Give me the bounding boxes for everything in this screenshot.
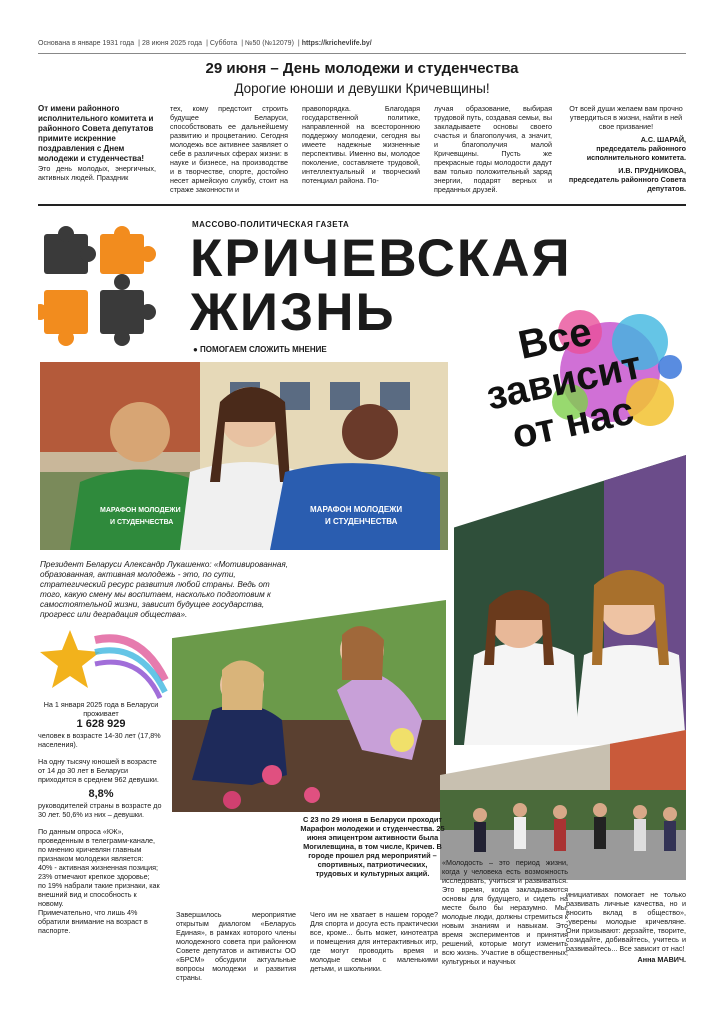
greeting-column-2: тех, кому предстоит строить будущее Беларуси, способствовать ее дальнейшему развитию и процветанию. Сегодня молодежь все активнее заявляет о себе в различных сферах жизни: в науке и бизнесе, на производстве и в творчестве, спорте, достойно несет армейскую службу, стоит на страже законности и	[170, 104, 288, 194]
photo-school-girls	[454, 455, 686, 745]
marathon-caption: С 23 по 29 июня в Беларуси проходит Марафон молодежи и студенчества. 25 июня эпицентром активности была Могилевщина, в том числе, Кричев. В городе прошел ряд мероприятий – спортивных, патриотических, трудовых и культурных акций.	[300, 815, 445, 878]
greeting-text-1: Это день молодых, энергичных, активных людей. Праздник	[38, 164, 156, 182]
stat-4: По данным опроса «КЖ», проведенным в телеграмм-канале, по мнению кричевлян главным признаком молодежи является:	[38, 827, 156, 863]
greeting-wish: От всей души желаем вам прочно утвердиться в жизни, найти в ней свое призвание!	[569, 104, 683, 131]
stat-2: На одну тысячу юношей в возрасте от 14 до 30 лет в Беларуси приходится в среднем 962 девушки.	[38, 757, 159, 784]
page-subhead: Дорогие юноши и девушки Кричевщины!	[234, 81, 490, 96]
stat-1-lead: На 1 января 2025 года в Беларуси проживает	[43, 700, 159, 718]
signature-1-name: А.С. ШАРАЙ,	[640, 135, 686, 144]
issue-day: Суббота	[209, 40, 238, 47]
svg-text:МАРАФОН МОЛОДЕЖИ: МАРАФОН МОЛОДЕЖИ	[310, 505, 403, 514]
issue-number: №50 (№12079)	[245, 40, 294, 47]
stat-4d: Примечательно, что лишь 4% обратили внимание на возраст в паспорте.	[38, 908, 148, 935]
site-link[interactable]: https://krichevlife.by/	[301, 40, 372, 47]
signature-1-role: председатель районного исполнительного комитета.	[586, 144, 686, 162]
stat-4b: 23% отмечают крепкое здоровье;	[38, 872, 150, 881]
signature-2-role: председатель районного Совета депутатов.	[568, 175, 686, 193]
article-column-4-text: инициативах помогает не только развивать личные качества, но и вносить вклад в общество», -уверены молодые кричевляне. Они призывают: дерзайте, творите, созидайте, добивайтесь, учитесь и развивайтесь... Все зависит от нас!	[566, 890, 686, 953]
page-headline: 29 июня – День молодежи и студенчества	[205, 60, 519, 77]
stat-4c: по 19% набрали такие признаки, как внешний вид и способность к новому.	[38, 881, 160, 908]
header-divider	[38, 53, 686, 54]
article-column-1: Завершилось мероприятие открытым диалогом «Беларусь Единая», в рамках которого члены молодежного совета при районном Совете депутатов и активисты ОО «БРСМ» обсудили актуальные вопросы молодежи и развития страны.	[176, 910, 296, 982]
stat-1-value: 1 628 929	[76, 718, 126, 730]
article-column-3: «Молодость – это период жизни, когда у человека есть возможность исследовать, учиться и развиваться. Это время, когда закладываются основы для будущего, и сидеть на месте было бы неразумно. Мы, молодые люди, должны стремиться к новым знаниям и навыкам. Это время экспериментов и принятия решений, которые могут изменить всю жизнь. Участие в общественных, культурных и научных	[442, 858, 568, 966]
article-column-4	[566, 890, 686, 1014]
signature-2-name: И.В. ПРУДНИКОВА,	[618, 166, 686, 175]
masthead-tagline-top: МАССОВО-ПОЛИТИЧЕСКАЯ ГАЗЕТА	[192, 220, 350, 229]
svg-text:МАРАФОН МОЛОДЕЖИ: МАРАФОН МОЛОДЕЖИ	[100, 507, 181, 514]
greeting-column-4: лучая образование, выбирая трудовой путь, создавая семьи, вы закладываете основы своего счастья и благополучия, а значит, и благополучия малой Кричевщины. Пусть же прекрасные годы молодости дадут вам только положительный заряд энергии, подарят верных и преданных друзей.	[434, 104, 552, 194]
president-quote: Президент Беларуси Александр Лукашенко: «Мотивированная, образованная, активная молодежь - это, по сути, стратегический ресурс развития любой страны. Ведь от того, какую смену мы воспитаем, насколько подготовим к самостоятельной жизни, зависит будущее государства, прогресс или деградация общества».	[40, 560, 289, 619]
photo-volunteers	[40, 362, 448, 550]
greeting-column-1	[38, 104, 156, 198]
founded-text: Основана в январе 1931 года	[38, 40, 135, 47]
masthead-title-line-2: ЖИЗНЬ	[190, 283, 396, 342]
stat-1-tail: человек в возрасте 14-30 лет (17,8% населения).	[38, 731, 161, 749]
stat-4a: 40% - активная жизненная позиция;	[38, 863, 159, 872]
stat-3: руководителей страны в возрасте до 30 лет. 50,6% из них – девушки.	[38, 801, 162, 819]
greeting-lead: От имени районного исполнительного комитета и районного Совета депутатов примите искренние поздравления с Днем молодежи и студенчества!	[38, 104, 154, 163]
greeting-column-3: правопорядка. Благодаря государственной политике, направленной на всестороннюю поддержку молодежи, сегодня вы имеете надежные жизненные перспективы. Именно вы, молодое поколение, составляете трудовой, интеллектуальный и творческий потенциал района. По-	[302, 104, 420, 185]
issue-header: Основана в январе 1931 года | 28 июня 2025 года | Суббота | №50 (№12079) | https://krichevlife.by/	[38, 40, 372, 47]
stat-3-value: 8,8%	[88, 788, 114, 800]
slogan-text: Все зависит от нас	[482, 309, 646, 458]
masthead-tagline-bottom: ● ПОМОГАЕМ СЛОЖИТЬ МНЕНИЕ	[193, 345, 327, 354]
section-divider	[38, 204, 686, 206]
star-decoration-icon	[40, 620, 170, 700]
article-author: Анна МАВИЧ.	[637, 955, 686, 964]
greeting-column-5	[566, 104, 686, 198]
puzzle-logo-icon	[38, 226, 168, 356]
masthead-title-line-1: КРИЧЕВСКАЯ	[190, 229, 572, 288]
issue-date: 28 июня 2025 года	[141, 40, 203, 47]
article-column-2: Чего им не хватает в нашем городе? Для спорта и досуга есть практически все, кроме... быть может, кинотеатра и помещения для интерактивных игр, где могут проводить время и молодые семьи с маленькими детьми, и школьники.	[310, 910, 438, 973]
statistics-column	[38, 700, 164, 935]
svg-text:И СТУДЕНЧЕСТВА: И СТУДЕНЧЕСТВА	[325, 517, 398, 526]
svg-text:И СТУДЕНЧЕСТВА: И СТУДЕНЧЕСТВА	[110, 519, 174, 526]
photo-gardening	[172, 600, 446, 812]
